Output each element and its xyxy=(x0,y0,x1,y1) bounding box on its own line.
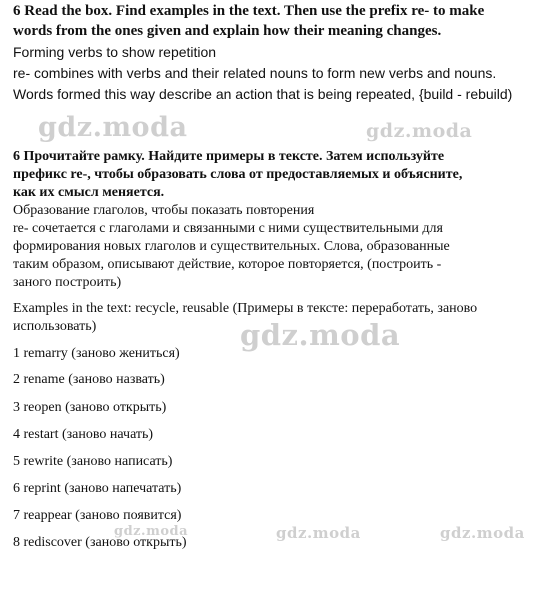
watermark: gdz.moda xyxy=(366,120,473,142)
watermark: gdz.moda xyxy=(114,524,189,539)
task-en-box-line-1: re- combines with verbs and their related nouns to form new verbs and nouns. xyxy=(13,65,497,81)
answer-item: 7 reappear (заново появится) xyxy=(13,508,182,523)
examples-line-1: Examples in the text: recycle, reusable (Примеры в тексте: переработать, заново xyxy=(13,301,478,316)
task-en-box-line-2: Words formed this way describe an action that is being repeated, {build - rebuild) xyxy=(13,86,513,102)
answer-item: 5 rewrite (заново написать) xyxy=(13,454,173,469)
answer-item: 8 rediscover (заново открыть) xyxy=(13,535,187,550)
task-ru-title-line-2: префикс re-, чтобы образовать слова от предоставляемых и объясните, xyxy=(13,167,463,182)
task-en-title-line-1: 6 Read the box. Find examples in the text. Then use the prefix re- to make xyxy=(13,3,485,19)
watermark: gdz.moda xyxy=(440,524,525,542)
task-ru-box-line-2: формирования новых глаголов и существительных. Слова, образованные xyxy=(13,239,450,254)
watermark: gdz.moda xyxy=(38,112,188,143)
task-ru-box-line-1: re- сочетается с глаголами и связанными с ними существительными для xyxy=(13,221,443,236)
task-en-box-heading: Forming verbs to show repetition xyxy=(13,44,217,60)
task-en-title-line-2: words from the ones given and explain how their meaning changes. xyxy=(13,23,442,39)
task-ru-box-line-4: заного построить) xyxy=(13,275,122,290)
answer-item: 1 remarry (заново жениться) xyxy=(13,346,180,361)
answer-item: 3 reopen (заново открыть) xyxy=(13,400,167,415)
task-ru-title-line-3: как их смысл меняется. xyxy=(13,185,165,200)
answer-item: 6 reprint (заново напечатать) xyxy=(13,481,182,496)
examples-line-2: использовать) xyxy=(13,319,97,334)
task-ru-title-line-1: 6 Прочитайте рамку. Найдите примеры в тексте. Затем используйте xyxy=(13,149,445,164)
task-ru-box-heading: Образование глаголов, чтобы показать повторения xyxy=(13,203,315,218)
watermark: gdz.moda xyxy=(240,318,401,352)
task-ru-box-line-3: таким образом, описывают действие, которое повторяется, (построить - xyxy=(13,257,442,272)
answer-item: 2 rename (заново назвать) xyxy=(13,372,165,387)
watermark: gdz.moda xyxy=(276,524,361,542)
answer-item: 4 restart (заново начать) xyxy=(13,427,154,442)
